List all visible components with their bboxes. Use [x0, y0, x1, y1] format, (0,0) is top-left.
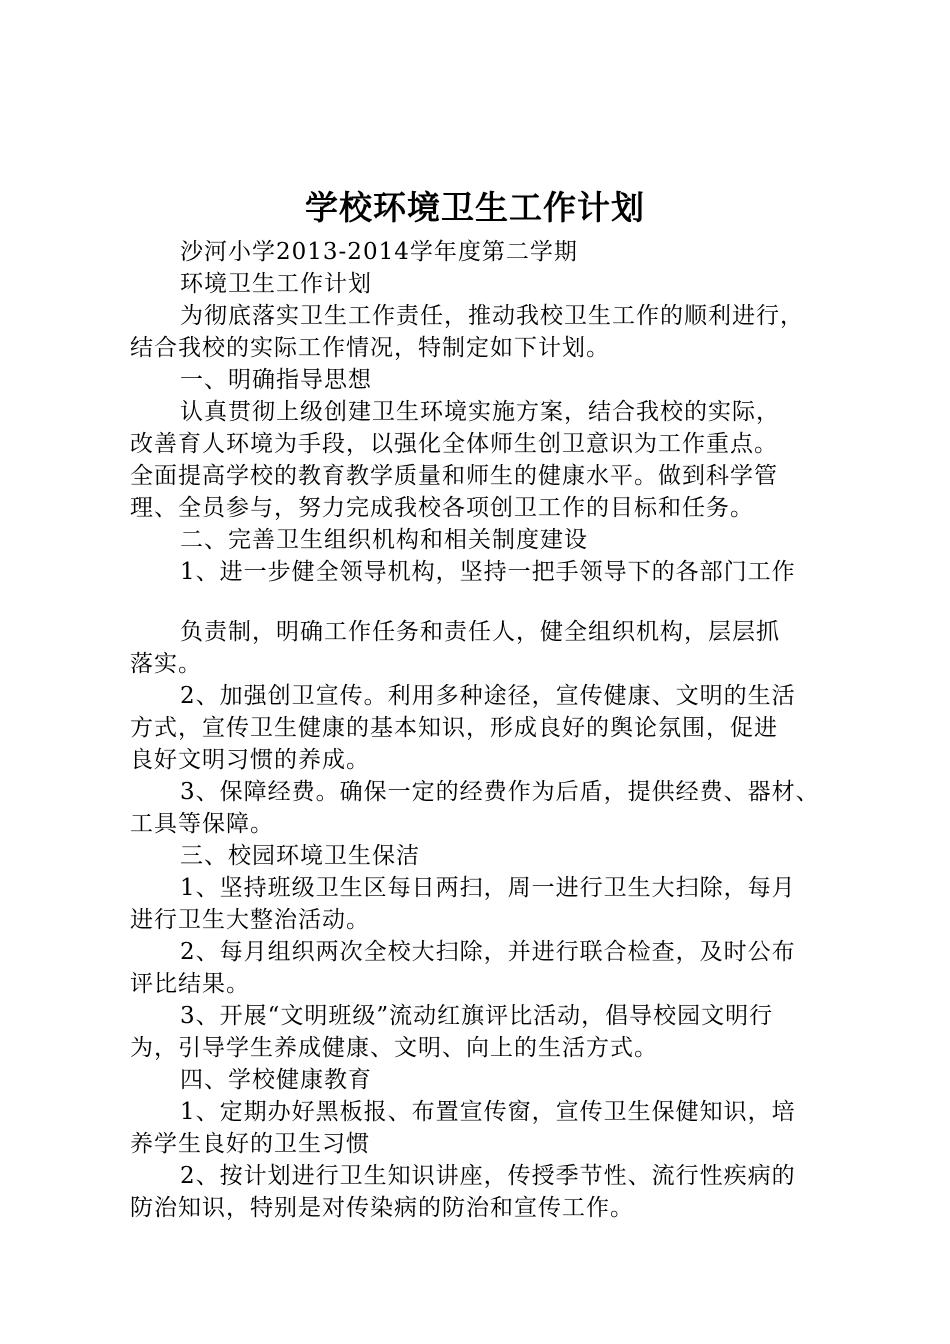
section-heading-1: 一、明确指导思想	[180, 367, 372, 393]
paragraph-line: 评比结果。	[130, 971, 250, 997]
section-heading-3: 三、校园环境卫生保洁	[180, 843, 420, 869]
paragraph-line: 2、加强创卫宣传。利用多种途径，宣传健康、文明的生活	[180, 683, 796, 709]
paragraph-line: 良好文明习惯的养成。	[130, 747, 370, 773]
paragraph-line: 1、进一步健全领导机构，坚持一把手领导下的各部门工作	[180, 559, 796, 585]
paragraph-line: 方式，宣传卫生健康的基本知识，形成良好的舆论氛围，促进	[130, 715, 778, 741]
paragraph-line: 3、开展“文明班级”流动红旗评比活动，倡导校园文明行	[180, 1003, 774, 1029]
paragraph-line: 落实。	[130, 651, 202, 677]
paragraph-line: 结合我校的实际工作情况，特制定如下计划。	[130, 335, 610, 361]
paragraph-line: 为彻底落实卫生工作责任，推动我校卫生工作的顺利进行，	[180, 303, 804, 329]
subtitle-school-term: 沙河小学2013-2014学年度第二学期	[180, 239, 578, 265]
paragraph-line: 工具等保障。	[130, 811, 274, 837]
paragraph-line: 养学生良好的卫生习惯	[130, 1131, 370, 1157]
paragraph-line: 理、全员参与，努力完成我校各项创卫工作的目标和任务。	[130, 495, 754, 521]
paragraph-line: 1、坚持班级卫生区每日两扫，周一进行卫生大扫除，每月	[180, 875, 796, 901]
paragraph-line: 2、按计划进行卫生知识讲座，传授季节性、流行性疾病的	[180, 1163, 796, 1189]
paragraph-line: 进行卫生大整治活动。	[130, 907, 370, 933]
paragraph-line: 负责制，明确工作任务和责任人，健全组织机构，层层抓	[180, 619, 780, 645]
section-heading-2: 二、完善卫生组织机构和相关制度建设	[180, 527, 588, 553]
paragraph-line: 改善育人环境为手段，以强化全体师生创卫意识为工作重点。	[130, 431, 778, 457]
paragraph-line: 3、保障经费。确保一定的经费作为后盾，提供经费、器材、	[180, 779, 820, 805]
subtitle-plan-name: 环境卫生工作计划	[180, 271, 372, 297]
paragraph-line: 认真贯彻上级创建卫生环境实施方案，结合我校的实际，	[180, 399, 780, 425]
document-title: 学校环境卫生工作计划	[305, 188, 645, 227]
section-heading-4: 四、学校健康教育	[180, 1067, 372, 1093]
paragraph-line: 全面提高学校的教育教学质量和师生的健康水平。做到科学管	[130, 463, 778, 489]
paragraph-line: 2、每月组织两次全校大扫除，并进行联合检查，及时公布	[180, 939, 796, 965]
paragraph-line: 1、定期办好黑板报、布置宣传窗，宣传卫生保健知识，培	[180, 1099, 796, 1125]
paragraph-line: 为，引导学生养成健康、文明、向上的生活方式。	[130, 1035, 658, 1061]
paragraph-line: 防治知识，特别是对传染病的防治和宣传工作。	[130, 1195, 634, 1221]
